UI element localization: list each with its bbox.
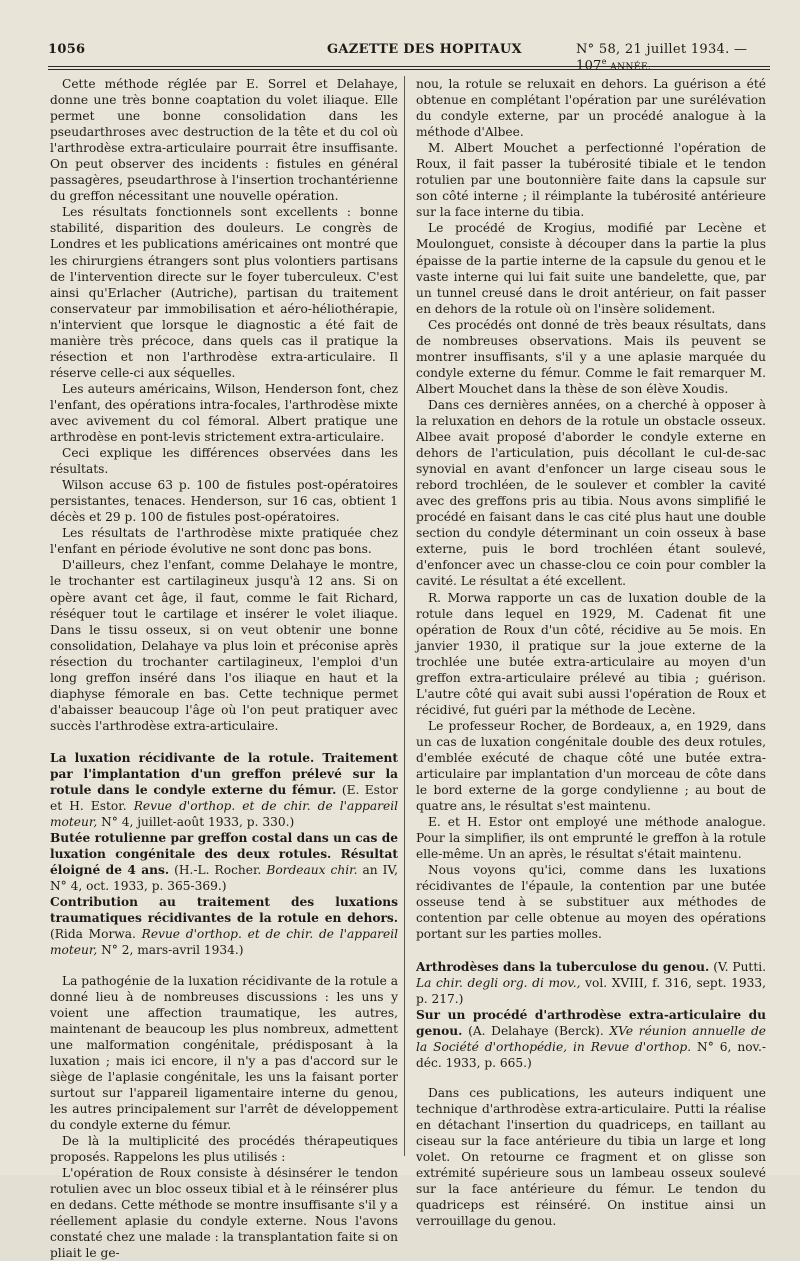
paragraph: D'ailleurs, chez l'enfant, comme Delahaye le montre, le trochanter est cartilagineux jusqu'à 12 ans. Si on opère avant cet âge, il faut, comme le fait Richard, réséquer tout le cartilage et insérer le volet iliaque. Dans le tissu osseux, si on veut obtenir une bonne consolidation, Delahaye va plus loin et préconise après résection du trochanter cartilagineux, l'emploi d'un long greffon inséré dans l'os iliaque en haut et la diaphyse fémorale en bas. Cette technique permet d'abaisser beaucoup l'âge où l'on peut pratiquer avec succès l'arthrodèse extra-articulaire. <box>50 558 398 733</box>
paragraph: nou, la rotule se reluxait en dehors. La guérison a été obtenue en complétant l'opération par une surélévation du condyle externe, par un procédé analogue à la méthode d'Albee. <box>416 77 766 140</box>
reference-details: N° 2, mars-avril 1934.) <box>101 943 244 958</box>
paragraph: Cette méthode réglée par E. Sorrel et Delahaye, donne une très bonne coaptation du volet iliaque. Elle permet une bonne consolidation dans les pseudarthroses avec destruction de la tête et du col où l'arthrodèse extra-articulaire pourrait être insuffisante. On peut observer des incidents : fistules en général passagères, pseudarthrose à l'insertion trochantérienne du greffon nécessitant une nouvelle opération. <box>50 77 398 204</box>
right-column <box>416 76 766 1229</box>
reference-authors: (Rida Morwa. <box>50 927 136 942</box>
paragraph: Le professeur Rocher, de Bordeaux, a, en 1929, dans un cas de luxation congénitale double des deux rotules, d'emblée exécuté de chaque côté une butée extra-articulaire par implantation d'un morceau de côte dans le bord externe de la gorge condylienne ; au bout de quatre ans, le résultat s'est maintenu. <box>416 718 766 814</box>
paragraph: Dans ces publications, les auteurs indiquent une technique d'arthrodèse extra-articulaire. Putti la réalise en détachant l'insertion du quadriceps, en taillant au ciseau sur la face antérieure du tibia un large et long volet. On retourne ce fragment et on glisse son extrémité supérieure sous un lambeau osseux soulevé sur la face antérieure du fémur. Le tendon du quadriceps est réinséré. On institue ainsi un verrouillage du genou. <box>416 1085 766 1229</box>
column-divider <box>404 76 405 1156</box>
reference-title: Contribution au traitement des luxations traumatiques récidivantes de la rotule en dehors. <box>50 895 398 926</box>
left-column <box>50 76 398 1261</box>
reference-title: Arthrodèses dans la tuberculose du genou. <box>416 959 710 974</box>
header-rule <box>48 66 770 67</box>
reference-details: N° 6, nov.-déc. 1933, p. 665.) <box>416 1039 766 1070</box>
header-rule-double <box>48 69 770 70</box>
page-header <box>48 38 770 74</box>
paragraph: E. et H. Estor ont employé une méthode analogue. Pour la simplifier, ils ont emprunté le greffon à la rotule elle-même. Un an après, le résultat s'était maintenu. <box>416 815 766 862</box>
reference-journal: Revue d'orthop. et de chir. de l'appareil moteur, <box>50 799 399 830</box>
reference-journal: Revue d'orthop. et de chir. de l'appareil moteur, <box>50 927 398 958</box>
paragraph: L'opération de Roux consiste à désinsérer le tendon rotulien avec un bloc osseux tibial et à le réinsérer plus en dedans. Cette méthode se montre insuffisante s'il y a réellement aplasie du condyle externe. Nous l'avons constaté chez une malade : la transplantation faite si on pliait le ge- <box>50 1166 398 1261</box>
journal-title: GAZETTE DES HOPITAUX <box>327 42 522 57</box>
reference-authors: (H.-L. Rocher. <box>174 863 262 878</box>
issue-superscript: e <box>601 57 607 66</box>
article-reference <box>416 959 766 1007</box>
paragraph: Les résultats de l'arthrodèse mixte pratiquée chez l'enfant en période évolutive ne sont donc pas bons. <box>50 526 398 557</box>
paragraph: M. Albert Mouchet a perfectionné l'opération de Roux, il fait passer la tubérosité tibiale et le tendon rotulien par une boutonnière faite dans la capsule sur son côté interne ; il réimplante la tubérosité antérieure sur la face interne du tibia. <box>416 141 766 220</box>
paragraph: Les auteurs américains, Wilson, Henderson font, chez l'enfant, des opérations intra-focales, l'arthrodèse mixte avec avivement du col fémoral. Albert pratique une arthrodèse en pont-levis strictement extra-articulaire. <box>50 381 398 445</box>
reference-details: N° 4, juillet-août 1933, p. 330.) <box>101 815 295 830</box>
paragraph: Ceci explique les différences observées dans les résultats. <box>50 446 398 477</box>
reference-journal: Bordeaux chir. <box>266 863 358 878</box>
article-reference <box>416 1007 766 1071</box>
paragraph: Le procédé de Krogius, modifié par Lecène et Moulonguet, consiste à découper dans la partie la plus épaisse de la partie interne de la capsule du genou et le vaste interne qui lui fait suite une bandelette, que, par un tunnel creusé dans le droit antérieur, on fait passer en dehors de la rotule où on l'insère solidement. <box>416 221 766 316</box>
article-reference <box>50 750 398 830</box>
reference-details: vol. XVIII, f. 316, sept. 1933, p. 217.) <box>416 975 766 1006</box>
article-reference <box>50 894 398 958</box>
paragraph: Ces procédés ont donné de très beaux résultats, dans de nombreuses observations. Mais ils peuvent se montrer insuffisants, s'il y a une aplasie marquée du condyle externe du fémur. Comme le fait remarquer M. Albert Mouchet dans la thèse de son élève Xoudis. <box>416 317 766 396</box>
paragraph: De là la multiplicité des procédés thérapeutiques proposés. Rappelons les plus utilisés : <box>50 1134 398 1165</box>
paragraph: Nous voyons qu'ici, comme dans les luxations récidivantes de l'épaule, la contention par une butée osseuse tend à se substituer aux méthodes de contention par celle obtenue au moyen des opérations portant sur les parties molles. <box>416 863 766 942</box>
reference-journal: XVe réunion annuelle de la Société d'orthopédie, in Revue d'orthop. <box>416 1023 766 1054</box>
reference-journal: La chir. degli org. di mov., <box>416 975 581 990</box>
reference-title: Sur un procédé d'arthrodèse extra-articulaire du genou. <box>416 1007 766 1038</box>
paragraph: Les résultats fonctionnels sont excellents : bonne stabilité, disparition des douleurs. Le congrès de Londres et les publications américaines ont montré que les chirurgiens étrangers sont plus volontiers partisans de l'intervention directe sur le foyer tuberculeux. C'est ainsi qu'Erlacher (Autriche), partisan du traitement conservateur par immobilisation et aéro-héliothérapie, n'intervient que lorsque le diagnostic a été fait de manière très précoce, dans quels cas il pratique la résection et non l'arthrodèse extra-articulaire. Il réserve celle-ci aux séquelles. <box>50 205 398 380</box>
reference-authors: (A. Delahaye (Berck). <box>468 1023 604 1038</box>
reference-title: La luxation récidivante de la rotule. Traitement par l'implantation d'un greffon prélevé sur la rotule dans le condyle externe du fémur. <box>50 750 398 798</box>
page-number: 1056 <box>48 42 86 57</box>
paragraph: Wilson accuse 63 p. 100 de fistules post-opératoires persistantes, tenaces. Henderson, sur 16 cas, obtient 1 décès et 29 p. 100 de fistules post-opératoires. <box>50 478 398 525</box>
reference-details: an IV, N° 4, oct. 1933, p. 365-369.) <box>50 863 399 894</box>
paragraph: R. Morwa rapporte un cas de luxation double de la rotule dans lequel en 1929, M. Cadenat fit une opération de Roux d'un côté, récidive au 5e mois. En janvier 1930, il pratique sur la joue externe de la trochlée une butée extra-articulaire au moyen d'un greffon extra-articulaire prélevé au tibia ; guérison. L'autre côté qui avait subi aussi l'opération de Roux et récidivé, fut guéri par la méthode de Lecène. <box>416 590 766 717</box>
reference-title: Butée rotulienne par greffon costal dans un cas de luxation congénitale des deux rotules. Résultat éloigné de 4 ans. <box>50 831 398 878</box>
paragraph: Dans ces dernières années, on a cherché à opposer à la reluxation en dehors de la rotule un obstacle osseux. Albee avait proposé d'aborder le condyle externe en dehors de l'articulation, puis décollant le cul-de-sac synovial en avant d'enfoncer un large ciseau sous le rebord trochléen, de le soulever et combler la cavité avec des greffons pris au tibia. Nous avons simplifié le procédé en faisant dans le cas cité plus haut une double section du condyle déterminant un coin osseux à base externe, puis le bord trochléen étant soulevé, d'enfoncer avec un chasse-clou ce coin pour combler la cavité. Le résultat a été excellent. <box>416 397 766 589</box>
reference-authors: (V. Putti. <box>713 959 767 974</box>
issue-year: ANNÉE. <box>606 62 652 73</box>
paragraph: La pathogénie de la luxation récidivante de la rotule a donné lieu à de nombreuses discussions : les uns y voient une affection traumatique, les autres, maintenant de beaucoup les plus nombreux, admettent une malformation congénitale, prédisposant à la luxation ; mais ici encore, il n'y a pas d'accord sur le siège de l'aplasie congénitale, les uns la faisant porter surtout sur l'appareil ligamentaire interne du genou, les autres principalement sur l'arrêt de développement du condyle externe du fémur. <box>50 973 398 1132</box>
article-reference <box>50 830 398 894</box>
issue-text: N° 58, 21 juillet 1934. — 107 <box>576 42 748 74</box>
reference-authors: (E. Estor et H. Estor. <box>50 783 398 814</box>
